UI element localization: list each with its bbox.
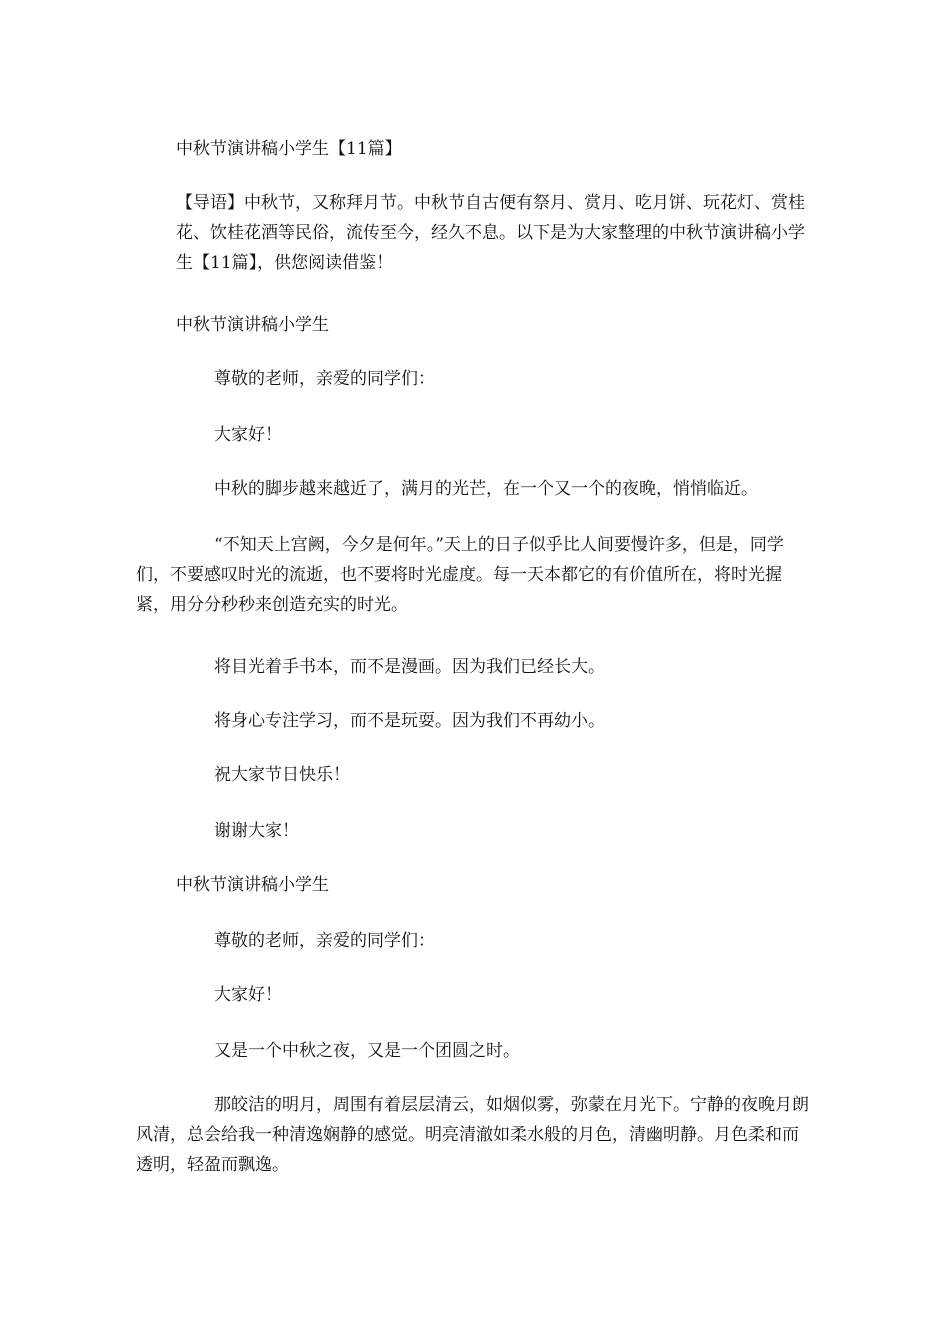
section-1-paragraph: “不知天上宫阙，今夕是何年。”天上的日子似乎比人间要慢许多，但是，同学们，不要感叹时光的流逝，也不要将时光虚度。每一天本都它的有价值所在，将时光握紧，用分分秒秒来创造充实的时光。 xyxy=(136,535,784,615)
intro-paragraph: 【导语】中秋节，又称拜月节。中秋节自古便有祭月、赏月、吃月饼、玩花灯、赏桂花、饮桂花酒等民俗，流传至今，经久不息。以下是为大家整理的中秋节演讲稿小学生【11篇】，供您阅读借鉴！ xyxy=(176,193,805,273)
section-2-paragraph: 又是一个中秋之夜，又是一个团圆之时。 xyxy=(214,1041,520,1061)
section-1-paragraph: 中秋的脚步越来越近了，满月的光芒，在一个又一个的夜晚，悄悄临近。 xyxy=(214,479,758,499)
section-2-paragraph: 那皎洁的明月，周围有着层层清云，如烟似雾，弥蒙在月光下。宁静的夜晚月朗风清，总会给我一种清逸娴静的感觉。明亮清澈如柔水般的月色，清幽明静。月色柔和而透明，轻盈而飘逸。 xyxy=(136,1095,809,1175)
section-2-heading: 中秋节演讲稿小学生 xyxy=(176,875,329,895)
section-1-paragraph: 祝大家节日快乐！ xyxy=(214,765,350,785)
section-1-paragraph: 将目光着手书本，而不是漫画。因为我们已经长大。 xyxy=(214,657,605,677)
section-2-greeting: 大家好！ xyxy=(214,985,282,1005)
section-1-heading: 中秋节演讲稿小学生 xyxy=(176,315,329,335)
section-1-paragraph: 谢谢大家！ xyxy=(214,821,299,841)
section-1-paragraph: 将身心专注学习，而不是玩耍。因为我们不再幼小。 xyxy=(214,711,605,731)
section-2-salutation: 尊敬的老师，亲爱的同学们： xyxy=(214,931,435,951)
document-title: 中秋节演讲稿小学生【11篇】 xyxy=(176,139,402,159)
section-1-greeting: 大家好！ xyxy=(214,425,282,445)
section-1-salutation: 尊敬的老师，亲爱的同学们： xyxy=(214,369,435,389)
